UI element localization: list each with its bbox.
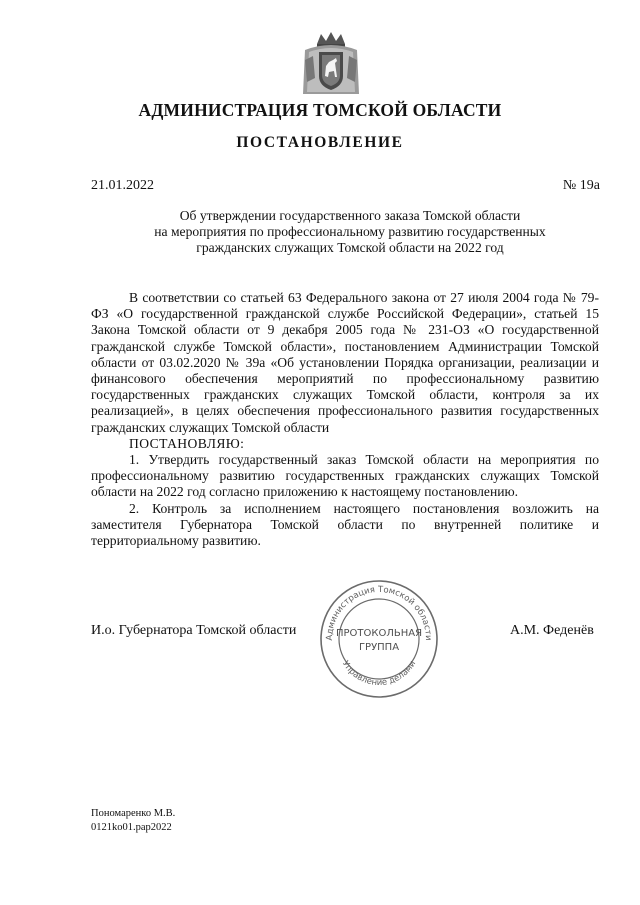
tomsk-coat-of-arms-icon (299, 30, 363, 98)
decree-item-2: 2. Контроль за исполнением настоящего постановления возложить на заместителя Губернатора Томской области по внутренней политике и территориальному развитию. (91, 500, 599, 549)
stamp-inner-line-1: ПРОТОКОЛЬНАЯ (335, 628, 423, 639)
svg-text:Управление делами (340, 659, 418, 688)
document-subject (120, 208, 580, 256)
footer (91, 807, 175, 834)
stamp-inner-line-2: ГРУППА (358, 642, 400, 653)
subject-line: на мероприятия по профессиональному развитию государственных (154, 224, 546, 239)
document-number: № 19а (562, 178, 600, 193)
executor-name: Пономаренко М.В. (91, 808, 176, 819)
decree-word: ПОСТАНОВЛЯЮ: (129, 435, 245, 451)
decree-item-1: 1. Утвердить государственный заказ Томской области на мероприятия по профессиональному развитию государственных гражданских служащих Томской области на 2022 год согласно приложению к настоящему постановлению. (91, 452, 599, 500)
subject-line: Об утверждении государственного заказа Томской области (179, 208, 521, 223)
organization-title: АДМИНИСТРАЦИЯ ТОМСКОЙ ОБЛАСТИ (138, 100, 502, 120)
document-type: ПОСТАНОВЛЕНИЕ (236, 134, 404, 151)
document-date: 21.01.2022 (91, 178, 154, 193)
stamp-outer-text-top: Администрация Томской области (324, 584, 434, 641)
signer-title: И.о. Губернатора Томской области (91, 623, 297, 638)
document-body (91, 290, 599, 549)
protocol-group-stamp (318, 578, 440, 700)
stamp-outer-text-bottom: Управление делами (339, 659, 419, 689)
signer-name: А.М. Феденёв (510, 623, 594, 638)
subject-line: гражданских служащих Томской области на 2022 год (196, 240, 504, 255)
file-code: 0121ko01.pap2022 (91, 821, 172, 833)
preamble-paragraph: В соответствии со статьей 63 Федерального закона от 27 июля 2004 года № 79-ФЗ «О государственной гражданской службе Российской Федерации», статьей 15 Закона Томской области от 9 декабря 2005 года № 231-ОЗ «О государственной гражданской службе Томской области», постановлением Администрации Томской области от 03.02.2020 № 39а «Об установлении Порядка организации, реализации и финансового обеспечения мероприятий по профессиональному развитию государственных гражданских служащих Томской области, контроля за их реализацией», в целях обеспечения профессионального развития государственных гражданских служащих Томской области (91, 290, 599, 435)
